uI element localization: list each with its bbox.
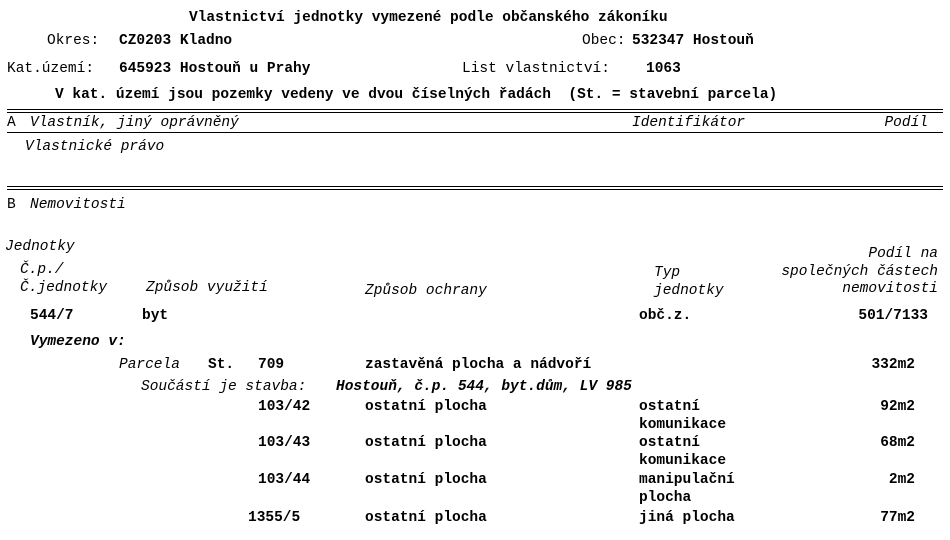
parcel-type: ostatní plocha [365,435,487,451]
parcel-area: 2m2 [888,472,915,488]
soucasti-value: Hostouň, č.p. 544, byt.dům, LV 985 [336,379,632,395]
cadastre-note: V kat. území jsou pozemky vedeny ve dvou číselných řadách (St. = stavební parcela) [55,87,778,103]
parcel-area: 77m2 [880,510,915,526]
jednotky-heading: Jednotky [5,239,75,255]
soucasti-label: Součástí je stavba: [141,379,307,395]
katuzemi-label: Kat.území: [7,61,95,77]
column-typ-line1: Typ [654,265,681,281]
parcela-st: St. [208,357,235,373]
lv-label: List vlastnictví: [462,61,610,77]
divider [7,109,943,110]
section-b-title: Nemovitosti [30,197,126,213]
parcel-area: 68m2 [880,435,915,451]
parcel-number: 103/43 [258,435,311,451]
parcela-label: Parcela [119,357,180,373]
divider [7,112,943,113]
obec-value: 532347 Hostouň [632,33,754,49]
column-podil-line3: nemovitosti [842,281,938,297]
divider [7,189,943,190]
parcel-usage-line1: ostatní [639,435,700,451]
okres-value: CZ0203 Kladno [119,33,233,49]
parcel-number: 103/44 [258,472,311,488]
parcela-type: zastavěná plocha a nádvoří [365,357,592,373]
unit-usage: byt [142,308,169,324]
parcel-usage-line1: ostatní [639,399,700,415]
section-a-title: Vlastník, jiný oprávněný [30,115,239,131]
column-zpusob-ochrany: Způsob ochrany [365,283,487,299]
section-a-letter: A [7,115,16,131]
parcel-type: ostatní plocha [365,510,487,526]
katuzemi-value: 645923 Hostouň u Prahy [119,61,311,77]
parcel-usage-line2: komunikace [639,453,727,469]
parcel-usage-line1: manipulační [639,472,735,488]
unit-number: 544/7 [30,308,74,324]
column-podil-line2: společných částech [781,264,938,280]
parcel-type: ostatní plocha [365,399,487,415]
parcela-area: 332m2 [871,357,915,373]
column-cjednotky: Č.jednotky [20,280,108,296]
unit-type: obč.z. [639,308,692,324]
parcel-type: ostatní plocha [365,472,487,488]
okres-label: Okres: [47,33,100,49]
lv-value: 1063 [646,61,681,77]
divider [7,132,943,133]
obec-label: Obec: [582,33,626,49]
parcel-area: 92m2 [880,399,915,415]
parcel-usage-line1: jiná plocha [639,510,735,526]
column-typ-line2: jednotky [654,283,724,299]
parcel-number: 103/42 [258,399,311,415]
parcel-usage-line2: komunikace [639,417,727,433]
column-podil-line1: Podíl na [868,246,938,262]
parcel-usage-line2: plocha [639,490,692,506]
column-identifikator: Identifikátor [632,115,746,131]
column-cp: Č.p./ [20,262,64,278]
unit-share: 501/7133 [858,308,928,324]
document-title: Vlastnictví jednotky vymezené podle občanského zákoníku [189,10,668,26]
ownership-right-label: Vlastnické právo [25,139,165,155]
section-b-letter: B [7,197,16,213]
vymezeno-label: Vymezeno v: [30,334,126,350]
parcela-number: 709 [258,357,285,373]
parcel-number: 1355/5 [248,510,301,526]
column-podil: Podíl [884,115,928,131]
column-zpusob-vyuziti: Způsob využití [146,280,268,296]
divider [7,186,943,187]
